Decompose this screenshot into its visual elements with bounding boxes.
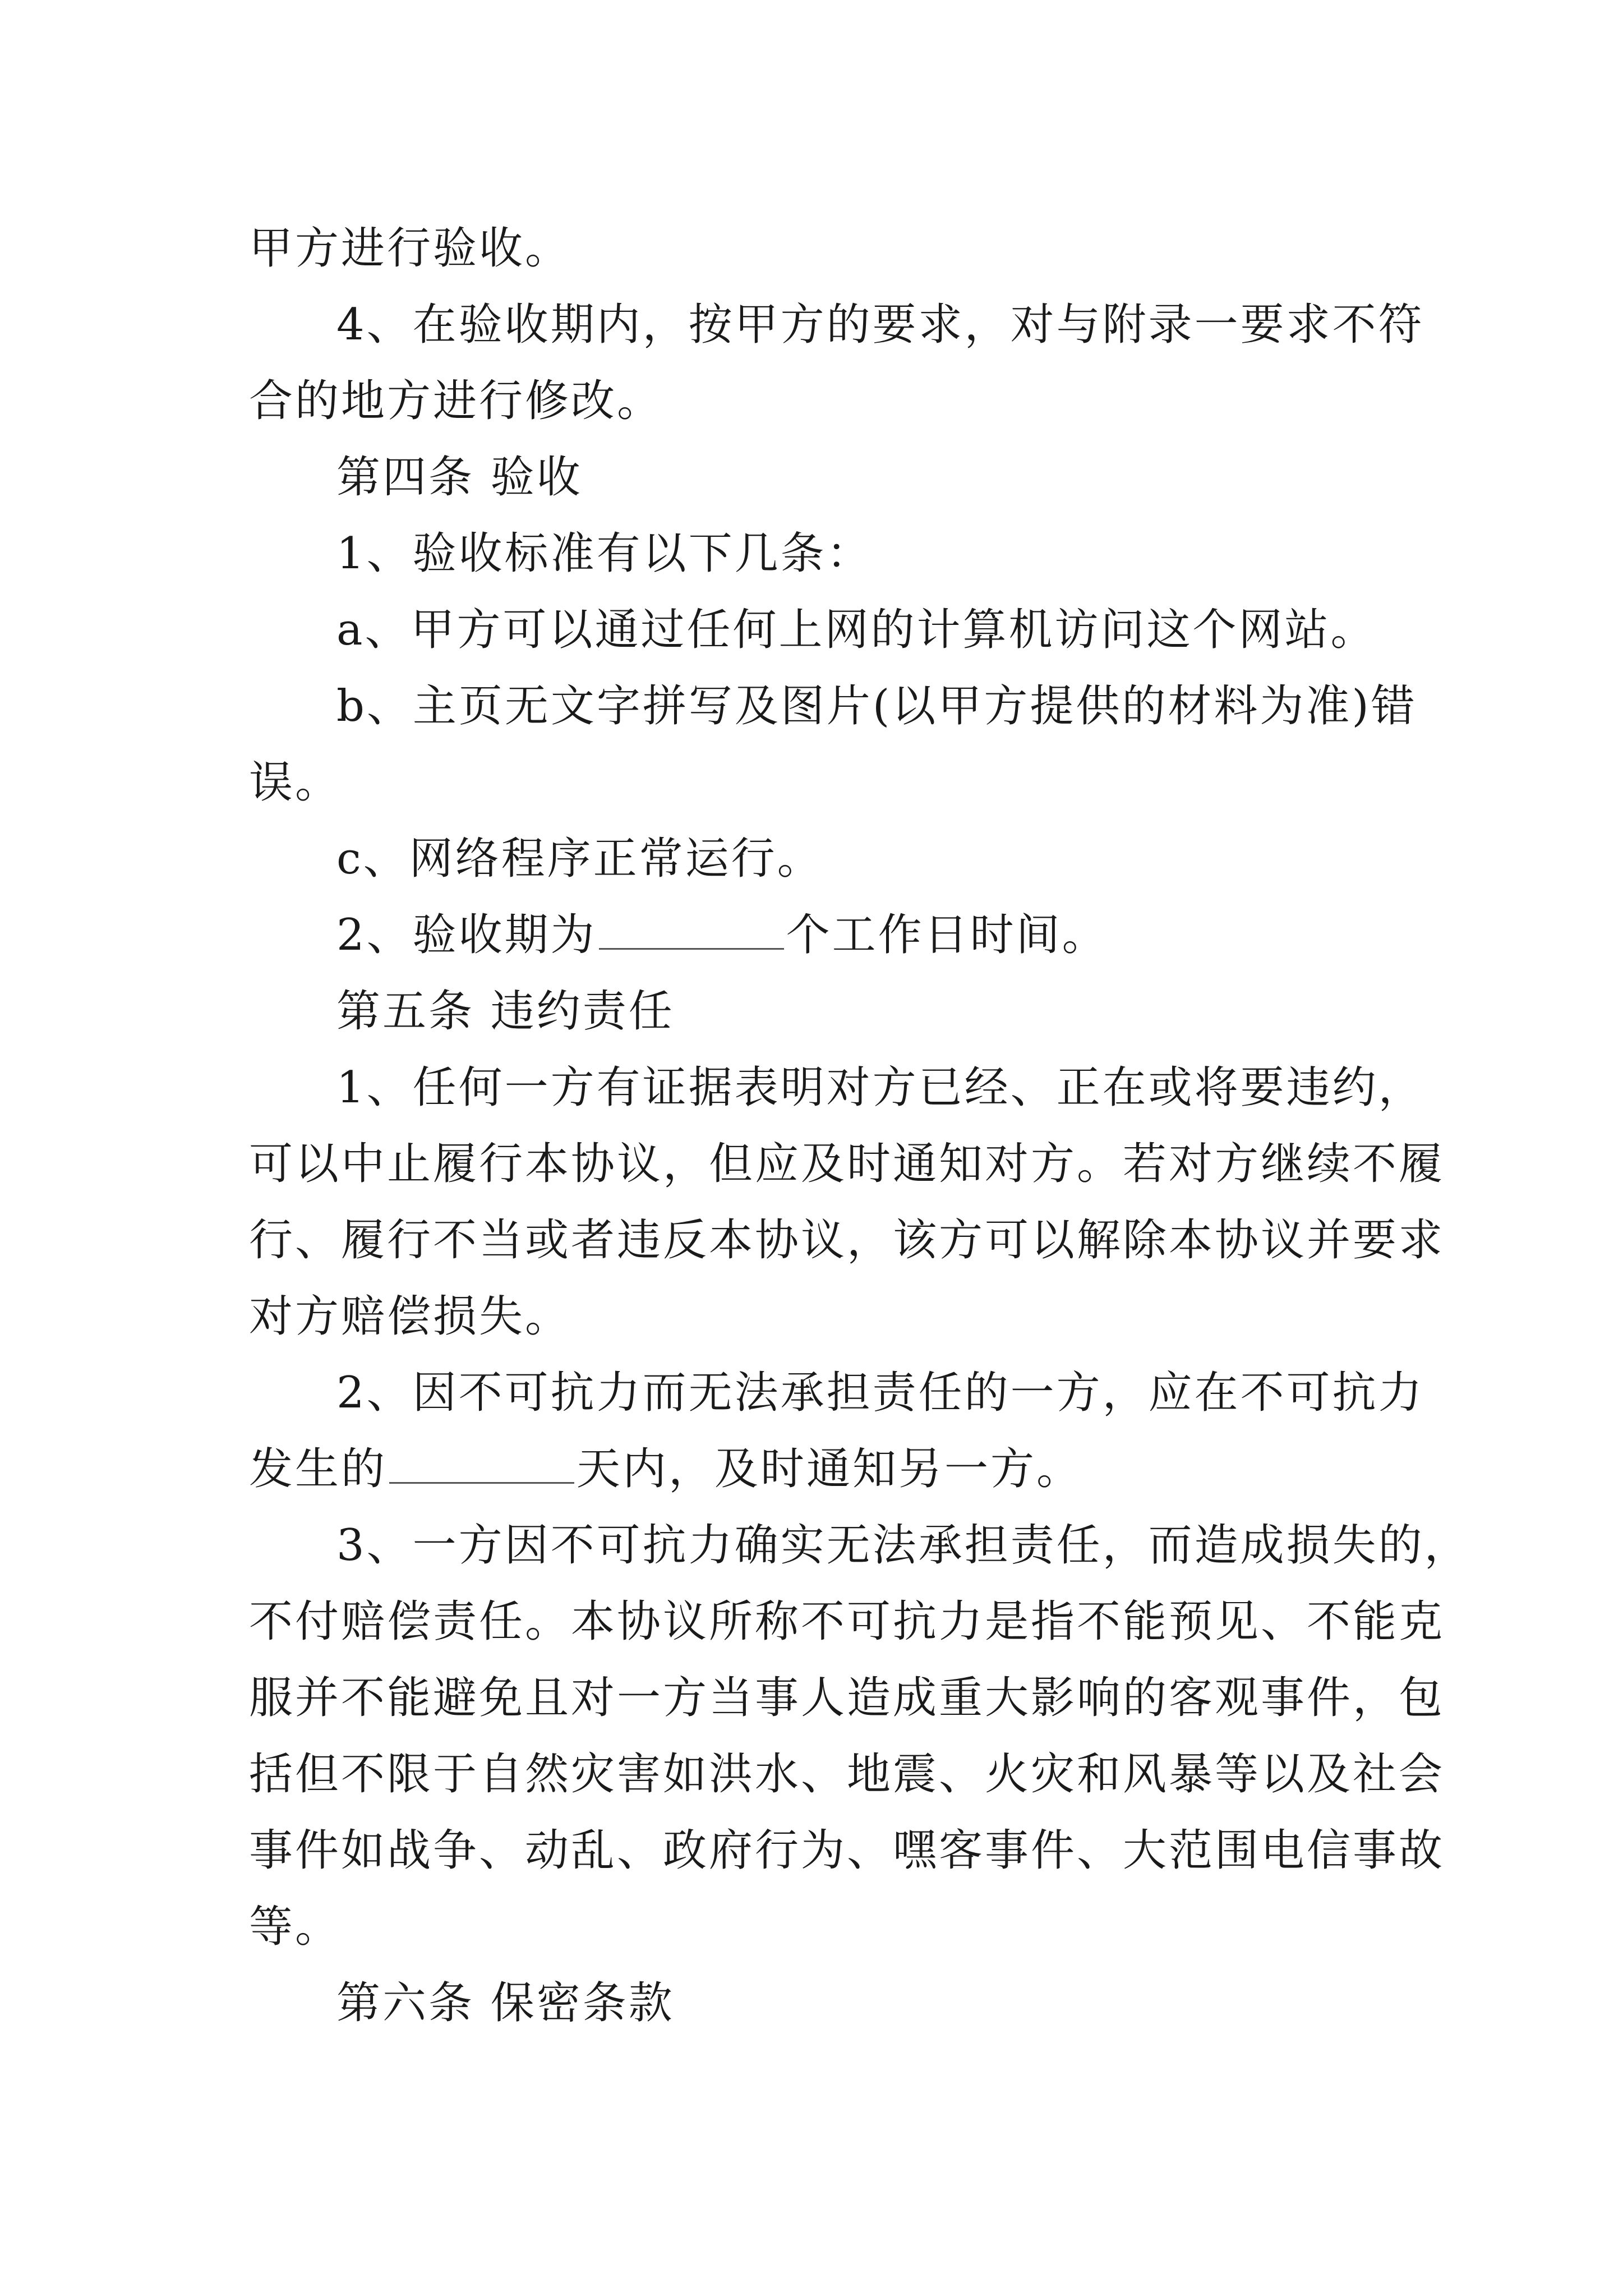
text-line: 服并不能避免且对一方当事人造成重大影响的客观事件，包 xyxy=(249,1673,1445,1723)
text-line: 括但不限于自然灾害如洪水、地震、火灾和风暴等以及社会 xyxy=(249,1749,1445,1800)
fill-in-blank[interactable] xyxy=(599,946,784,950)
text-segment: 天内，及时通知另一方。 xyxy=(577,1444,1083,1494)
text-line: 事件如战争、动乱、政府行为、嘿客事件、大范围电信事故 xyxy=(249,1825,1445,1876)
text-line: 3、一方因不可抗力确实无法承担责任，而造成损失的， xyxy=(336,1520,1470,1571)
text-line: 不付赔偿责任。本协议所称不可抗力是指不能预见、不能克 xyxy=(249,1596,1445,1647)
text-line: 对方赔偿损失。 xyxy=(249,1291,571,1342)
section-heading: 第六条 保密条款 xyxy=(336,1978,675,2028)
text-line: c、网络程序正常运行。 xyxy=(336,834,823,884)
text-line: b、主页无文字拼写及图片(以甲方提供的材料为准)错 xyxy=(336,681,1417,731)
section-heading: 第五条 违约责任 xyxy=(336,986,675,1037)
text-line: 1、验收标准有以下几条： xyxy=(336,528,873,579)
text-segment: 发生的 xyxy=(249,1444,388,1494)
text-line: 误。 xyxy=(249,757,342,808)
text-line xyxy=(249,1444,1083,1494)
section-heading: 第四条 验收 xyxy=(336,452,583,503)
text-line: 4、在验收期内，按甲方的要求，对与附录一要求不符 xyxy=(336,300,1424,350)
text-line: 甲方进行验收。 xyxy=(249,223,571,274)
text-segment: 个工作日时间。 xyxy=(786,910,1108,960)
text-line: 可以中止履行本协议，但应及时通知对方。若对方继续不履 xyxy=(249,1139,1445,1189)
text-line: 1、任何一方有证据表明对方已经、正在或将要违约， xyxy=(336,1062,1424,1113)
text-line: 合的地方进行修改。 xyxy=(249,376,663,426)
text-line: a、甲方可以通过任何上网的计算机访问这个网站。 xyxy=(336,605,1377,655)
fill-in-blank[interactable] xyxy=(389,1480,574,1484)
text-line: 2、因不可抗力而无法承担责任的一方，应在不可抗力 xyxy=(336,1368,1424,1418)
text-segment: 2、验收期为 xyxy=(336,910,597,960)
text-line: 行、履行不当或者违反本协议，该方可以解除本协议并要求 xyxy=(249,1215,1445,1266)
text-line: 等。 xyxy=(249,1902,342,1952)
text-line xyxy=(336,910,1108,960)
